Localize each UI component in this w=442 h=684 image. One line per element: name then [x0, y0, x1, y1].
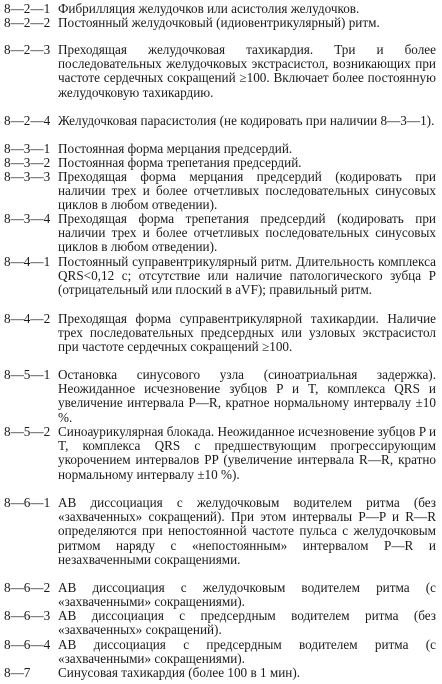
entry-code: 8—3—3 — [4, 169, 51, 184]
entry-description: Фибрилляция желудочков или асистолия желудочков. — [58, 1, 360, 16]
entry-description: Синусовая тахикардия (более 100 в 1 мин). — [58, 665, 301, 680]
entry-code: 8—7 — [4, 665, 31, 680]
entry-code: 8—3—1 — [4, 141, 51, 156]
entry-code: 8—5—1 — [4, 367, 51, 382]
entry-description: Преходящая форма мерцания предсердий (кодировать при наличии трех и более отчетливых последовательных синусовых циклов в любом отведении). — [58, 169, 436, 213]
entry-description: АВ диссоциация с желудочковым водителем ритма (без «захваченных» сокращений). При этом интервалы P—P и R—R определяются при непостоянной частоте пульса с желудочковым ритмом наряду с «непостоянным» интервалом P—R и незахваченными сокращениями. — [58, 495, 436, 567]
entry-description: АВ диссоциация с желудочковым водителем ритма (с «захваченными» сокращениями). — [58, 580, 436, 610]
entry-description: Преходящая форма трепетания предсердий (кодировать при наличии трех и более отчетливых последовательных синусовых циклов в любом отведении). — [58, 211, 436, 255]
entry-code: 8—5—2 — [4, 424, 51, 439]
entry-code: 8—2—4 — [4, 113, 51, 128]
entry-description: АВ диссоциация с предсердным водителем ритма (без «захваченных» сокращений). — [58, 608, 436, 638]
entry-description: Постоянная форма трепетания предсердий. — [58, 155, 302, 170]
entry-description: Постоянный суправентрикулярный ритм. Длительность комплекса QRS<0,12 с; отсутствие или наличие патологического зубца P (отрицательный или плоский в aVF); правильный ритм. — [58, 254, 436, 298]
entry-description: АВ диссоциация с предсердным водителем ритма (с «захваченными» сокращениями). — [58, 637, 436, 667]
entry-code: 8—4—1 — [4, 254, 51, 269]
entry-code: 8—3—4 — [4, 211, 51, 226]
entry-code: 8—6—3 — [4, 608, 51, 623]
entry-code: 8—6—1 — [4, 495, 51, 510]
entry-code: 8—2—2 — [4, 15, 51, 30]
entry-description: Синоаурикулярная блокада. Неожиданное исчезновение зубцов P и T, комплекса QRS с предшествующим прогрессирующим укорочением интервалов PP (увеличение интервала R—R, кратно нормальному интервалу ±10 %). — [58, 424, 436, 482]
entry-description: Преходящая желудочковая тахикардия. Три и более последовательных желудочковых экстрасистол, возникающих при частоте сердечных сокращений ≥100. Включает более постоянную желудочковую тахикардию. — [58, 42, 436, 100]
entry-description: Преходящая форма суправентрикулярной тахикардии. Наличие трех последовательных предсердных или узловых экстрасистол при частоте сердечных сокращений ≥100. — [58, 311, 436, 355]
entry-code: 8—4—2 — [4, 311, 51, 326]
entry-code: 8—3—2 — [4, 155, 51, 170]
entry-code: 8—2—1 — [4, 1, 51, 16]
entry-description: Постоянный желудочковый (идиовентрикулярный) ритм. — [58, 15, 380, 30]
entry-code: 8—2—3 — [4, 42, 51, 57]
entry-description: Постоянная форма мерцания предсердий. — [58, 141, 293, 156]
entry-code: 8—6—2 — [4, 580, 51, 595]
entry-code: 8—6—4 — [4, 637, 51, 652]
entry-description: Остановка синусового узла (синоатриальная задержка). Неожиданное исчезновение зубцов P и T, комплекса QRS и увеличение интервала P—R, кратное нормальному интервалу ±10 %. — [58, 367, 436, 425]
entry-description: Желудочковая парасистолия (не кодировать при наличии 8—3—1). — [58, 113, 435, 128]
